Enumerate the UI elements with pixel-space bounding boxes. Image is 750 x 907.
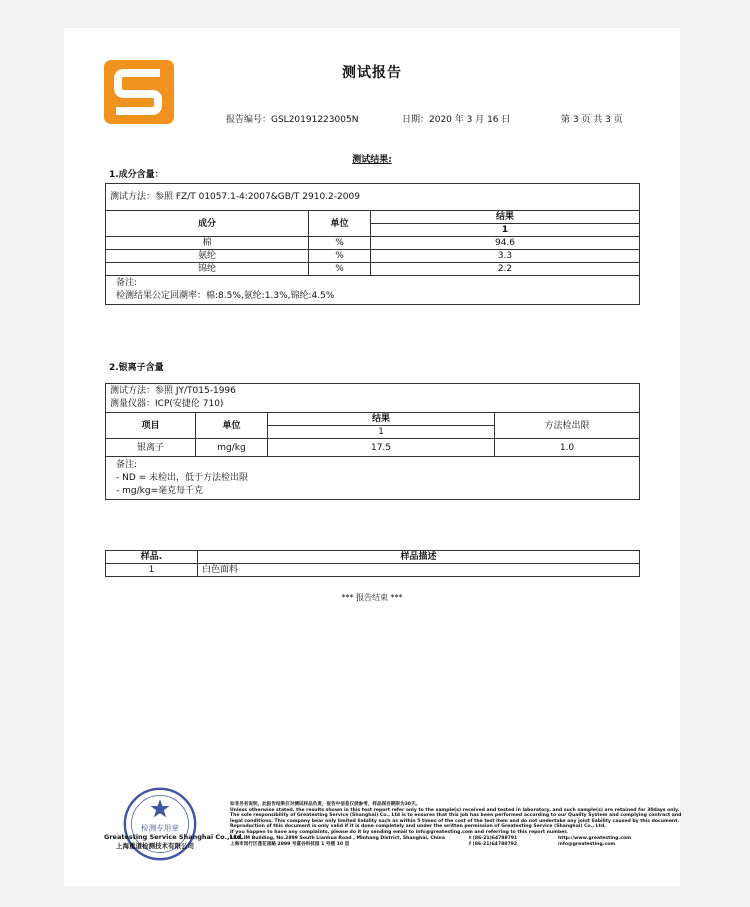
phone-number: t (86-21)64788791 bbox=[469, 836, 518, 841]
fax-number: f (86-21)64788792 bbox=[469, 841, 518, 847]
component-name: 氨纶 bbox=[106, 250, 309, 263]
footer-disclaimer-cn: 如非另有说明，此报告结果仅对测试样品负责，报告中信息仅供参考，样品保存期限为30天。 bbox=[230, 802, 421, 807]
component-unit: % bbox=[309, 237, 371, 250]
component-unit: % bbox=[309, 263, 371, 276]
header-unit: 单位 bbox=[309, 211, 371, 237]
section-heading-silver: 2.银离子含量 bbox=[109, 363, 164, 373]
report-end: *** 报告结束 *** bbox=[341, 593, 403, 602]
component-name: 棉 bbox=[106, 237, 309, 250]
header-detection-limit: 方法检出限 bbox=[495, 413, 640, 439]
table-row bbox=[106, 263, 640, 276]
footer-disclaimer-en-1: Unless otherwise stated, the results shown in this test report refer only to the sample(s) received and tested in laboratory, and such sample(s) are retained for 30days only. bbox=[230, 807, 680, 813]
item-name: 银离子 bbox=[106, 439, 196, 457]
header-result-number: 1 bbox=[371, 224, 640, 237]
footer-disclaimer-en-5: If you happen to have any complaints, please do it by sending email to info@greatesting.com and referring to this report number. bbox=[230, 829, 568, 835]
note-line-2: - mg/kg=毫克每千克 bbox=[116, 485, 204, 496]
silver-method bbox=[106, 384, 640, 413]
component-value: 2.2 bbox=[371, 263, 640, 276]
table-row bbox=[106, 439, 640, 457]
note-line-1: - ND = 未检出，低于方法检出限 bbox=[116, 472, 249, 483]
component-name: 锦纶 bbox=[106, 263, 309, 276]
address-cn: 上海市闵行区莲花南路 2899 号富谷科技园 1 号楼 10 层 bbox=[230, 841, 350, 847]
report-date: 日期：2020 年 3 月 16 日 bbox=[402, 115, 511, 125]
footer-address bbox=[230, 836, 445, 847]
note-text: 检测结果公定回潮率：棉:8.5%,氨纶:1.3%,锦纶:4.5% bbox=[116, 291, 335, 301]
table-row bbox=[106, 250, 640, 263]
note-label: 备注: bbox=[116, 278, 138, 288]
footer-contact bbox=[558, 836, 631, 847]
footer-disclaimer-en-2: The sole responsibility of Greatesting Service (Shanghai) Co., Ltd is to ensures that this job has been performed according to our Quality System and complying contract and bbox=[230, 813, 682, 819]
composition-method: 测试方法：参照 FZ/T 01057.1-4:2007&GB/T 2910.2-2009 bbox=[106, 184, 640, 211]
header-component: 成分 bbox=[106, 211, 309, 237]
email-link[interactable]: info@greatesting.com bbox=[558, 841, 616, 847]
page-number: 第 3 页 共 3 页 bbox=[561, 115, 623, 125]
silver-ion-table bbox=[105, 383, 640, 500]
method-text: 测试方法：参照 JY/T015-1996 bbox=[110, 386, 236, 396]
company-name-cn: 上海重道检测技术有限公司 bbox=[116, 842, 194, 850]
sample-description: 白色面料 bbox=[198, 564, 640, 577]
footer-phone bbox=[469, 836, 517, 847]
composition-table bbox=[105, 183, 640, 305]
item-unit: mg/kg bbox=[196, 439, 268, 457]
website-link[interactable]: http://www.greatesting.com bbox=[558, 836, 631, 841]
instrument-text: 测量仪器：ICP(安捷伦 710) bbox=[110, 399, 224, 409]
results-title: 测试结果: bbox=[352, 155, 392, 165]
address-en: 19/F, IM Building, No.2899 South Lianhua Road , Minhang District, Shanghai, China bbox=[230, 836, 445, 841]
table-row bbox=[106, 564, 640, 577]
silver-note bbox=[106, 457, 640, 500]
component-unit: % bbox=[309, 250, 371, 263]
header-sample-description: 样品描述 bbox=[198, 551, 640, 564]
header-sample: 样品. bbox=[106, 551, 198, 564]
report-page bbox=[64, 28, 680, 886]
table-row bbox=[106, 237, 640, 250]
footer-disclaimer-en-4: Reproduction of this document is only valid if it is done completely and under the written permission of Greatesting Service (Shanghai) Co., Ltd. bbox=[230, 824, 606, 830]
sample-table bbox=[105, 550, 640, 577]
footer-disclaimer bbox=[230, 802, 681, 836]
header-result: 结果 bbox=[268, 413, 495, 426]
company-name bbox=[104, 833, 244, 851]
composition-note bbox=[106, 276, 640, 305]
footer-disclaimer-en-3: legal conditions. This company bear only limited liability such as within 5 times of the cost of the test item and do not undertake any joint liability caused by this document. bbox=[230, 818, 680, 824]
company-name-en: Greatesting Service Shanghai Co.,Ltd. bbox=[104, 833, 244, 841]
item-limit: 1.0 bbox=[495, 439, 640, 457]
header-result: 结果 bbox=[371, 211, 640, 224]
report-number: 报告编号：GSL20191223005N bbox=[226, 115, 359, 125]
seal-center-text: 检测专用章 bbox=[141, 823, 179, 833]
item-value: 17.5 bbox=[268, 439, 495, 457]
section-heading-composition: 1.成分含量： bbox=[109, 170, 164, 180]
report-title: 测试报告 bbox=[342, 65, 402, 81]
component-value: 94.6 bbox=[371, 237, 640, 250]
note-label: 备注: bbox=[116, 459, 138, 470]
component-value: 3.3 bbox=[371, 250, 640, 263]
header-unit: 单位 bbox=[196, 413, 268, 439]
sample-number: 1 bbox=[106, 564, 198, 577]
header-item: 项目 bbox=[106, 413, 196, 439]
header-result-number: 1 bbox=[268, 426, 495, 439]
